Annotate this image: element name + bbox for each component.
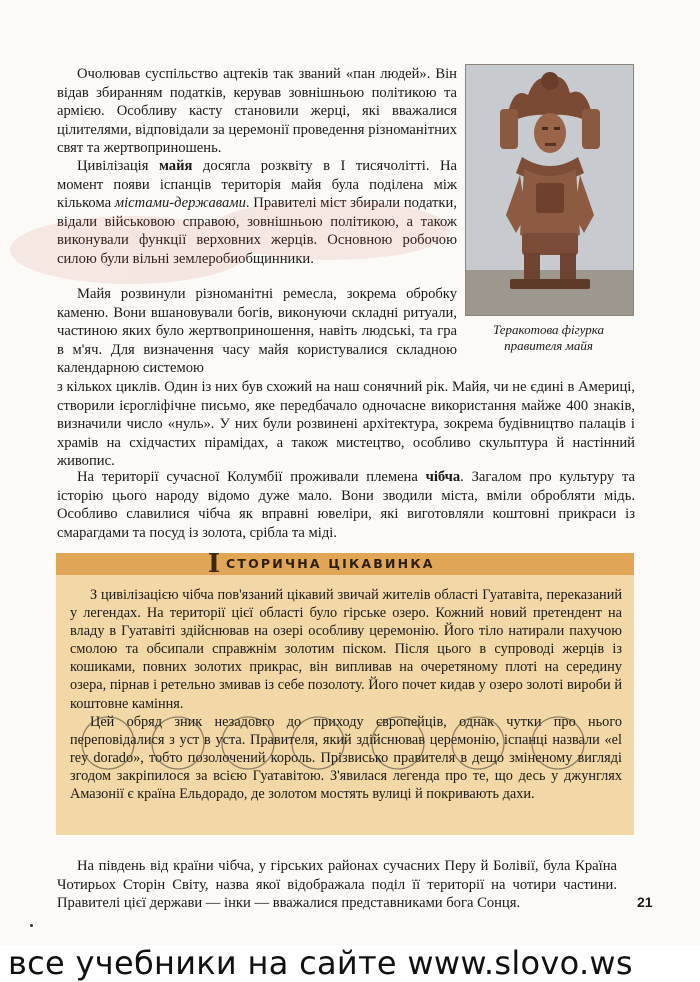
footer-banner: все учебники на сайте www.slovo.ws bbox=[0, 945, 700, 982]
paragraph-guatavita-ritual: З цивілізацією чібча пов'язаний цікавий звичай жителів області Гуатавіта, переказаний у легендах. На території цієї області було гірське озеро. Кожний новий претендент на владу в Гуатавіті здійснював на озері особливу церемонію. Його тіло натирали пахучою смолою та обсипали справжнім золотим піском. Після цього в супроводі жерців із кошиками, повних золотих прикрас, він випливав на очеретяному плоті на середину озера, пірнав і ретельно змивав із себе позолоту. Його почет кидав у озеро золоті вироби й коштовне каміння. bbox=[70, 587, 622, 712]
paragraph-chibcha bbox=[57, 468, 635, 542]
p4-text-end: . Загалом про культуру та історію цього народу відомо дуже мало. Вони зводили міста, вміли обробляти мідь. Особливо славилися чібча як вправні ювеліри, які виготовляли коштовні прикраси із смарагдами та посуд із золота, срібла та міді. bbox=[57, 469, 635, 541]
p2-text-start: Цивілізація bbox=[77, 158, 159, 174]
term-chibcha: чібча bbox=[425, 469, 461, 485]
paragraph-maya-crafts: Майя розвинули різноманітні ремесла, зокрема обробку каменю. Вони вшановували богів, виконуючи складні ритуали, частиною яких було жертвоприношення, навіть людські, та гра в м'яч. Для визначення часу майя користувалися складною календарною системою bbox=[57, 286, 457, 376]
margin-dot bbox=[30, 924, 33, 927]
p2-text-mid: досягла розквіту в І тисячолітті. На момент появи іспанців територія майя була поділена між кількома bbox=[57, 158, 457, 211]
figure-caption: Теракотова фігурка правителя майя bbox=[492, 322, 605, 353]
paragraph-eldorado-legend: Цей обряд зник незадовго до приходу європейців, однак чутки про нього переповідалися з уст в уста. Правителя, який здійснював церемонію, іспанці назвали «el rey dorado», тобто позолочений король. Прізвисько правителя в дещо зміненому вигляді згодом закріпилося за всією Гуатавітою. З'явилася легенда про те, що десь у джунглях Амазонії є країна Ельдорадо, де золотом мостять вулиці й покривають дахи. bbox=[70, 714, 622, 803]
page-number: 21 bbox=[637, 894, 653, 910]
paragraph-inca: На південь від країни чібча, у гірських районах сучасних Перу й Болівії, була Країна Чотирьох Сторін Світу, назва якої відображала поділ її території на чотири частини. Правителі цієї держави — інки — вважалися представниками бога Сонця. bbox=[57, 858, 617, 911]
term-city-states: містами-державами bbox=[114, 195, 246, 211]
p4-text-start: На території сучасної Колумбії проживали племена bbox=[77, 469, 426, 485]
paragraph-maya-crafts-continued: з кількох циклів. Один із них був схожий на наш сонячний рік. Майя, чи не єдині в Америці, створили ієрогліфічне письмо, яке передбачало одночасне використання майже 400 знаків, визначили число «нуль». У них були розвинені архітектура, зокрема будівництво палаців і храмів на східчастих пірамідах, а також мистецтво, особливо скульптура й настінний живопис. bbox=[57, 379, 635, 469]
term-maya: майя bbox=[158, 158, 193, 174]
historical-curiosity-box bbox=[56, 549, 634, 835]
terracotta-figure-photo bbox=[465, 64, 634, 316]
paragraph-maya-civilization bbox=[57, 157, 457, 268]
terracotta-maya-figure-icon bbox=[466, 65, 633, 315]
box-title-initial: І bbox=[207, 549, 221, 579]
paragraph-aztec-society: Очолював суспільство ацтеків так званий «пан людей». Він відав збиранням податків, керував зовнішньою політикою та армією. Особливу касту становили жерці, які вважалися цілителями, відповідали за церемонії проведення різноманітних свят та жертвоприношень. bbox=[57, 66, 457, 156]
p2-text-end: . Правителі міст збирали податки, відали військовою справою, зовнішньою політикою, а також виконували функції верховних жерців. Основною робочою силою були вільні землеробиобщинники. bbox=[57, 195, 457, 267]
box-title: СТОРИЧНА ЦІКАВИНКА bbox=[226, 556, 435, 571]
